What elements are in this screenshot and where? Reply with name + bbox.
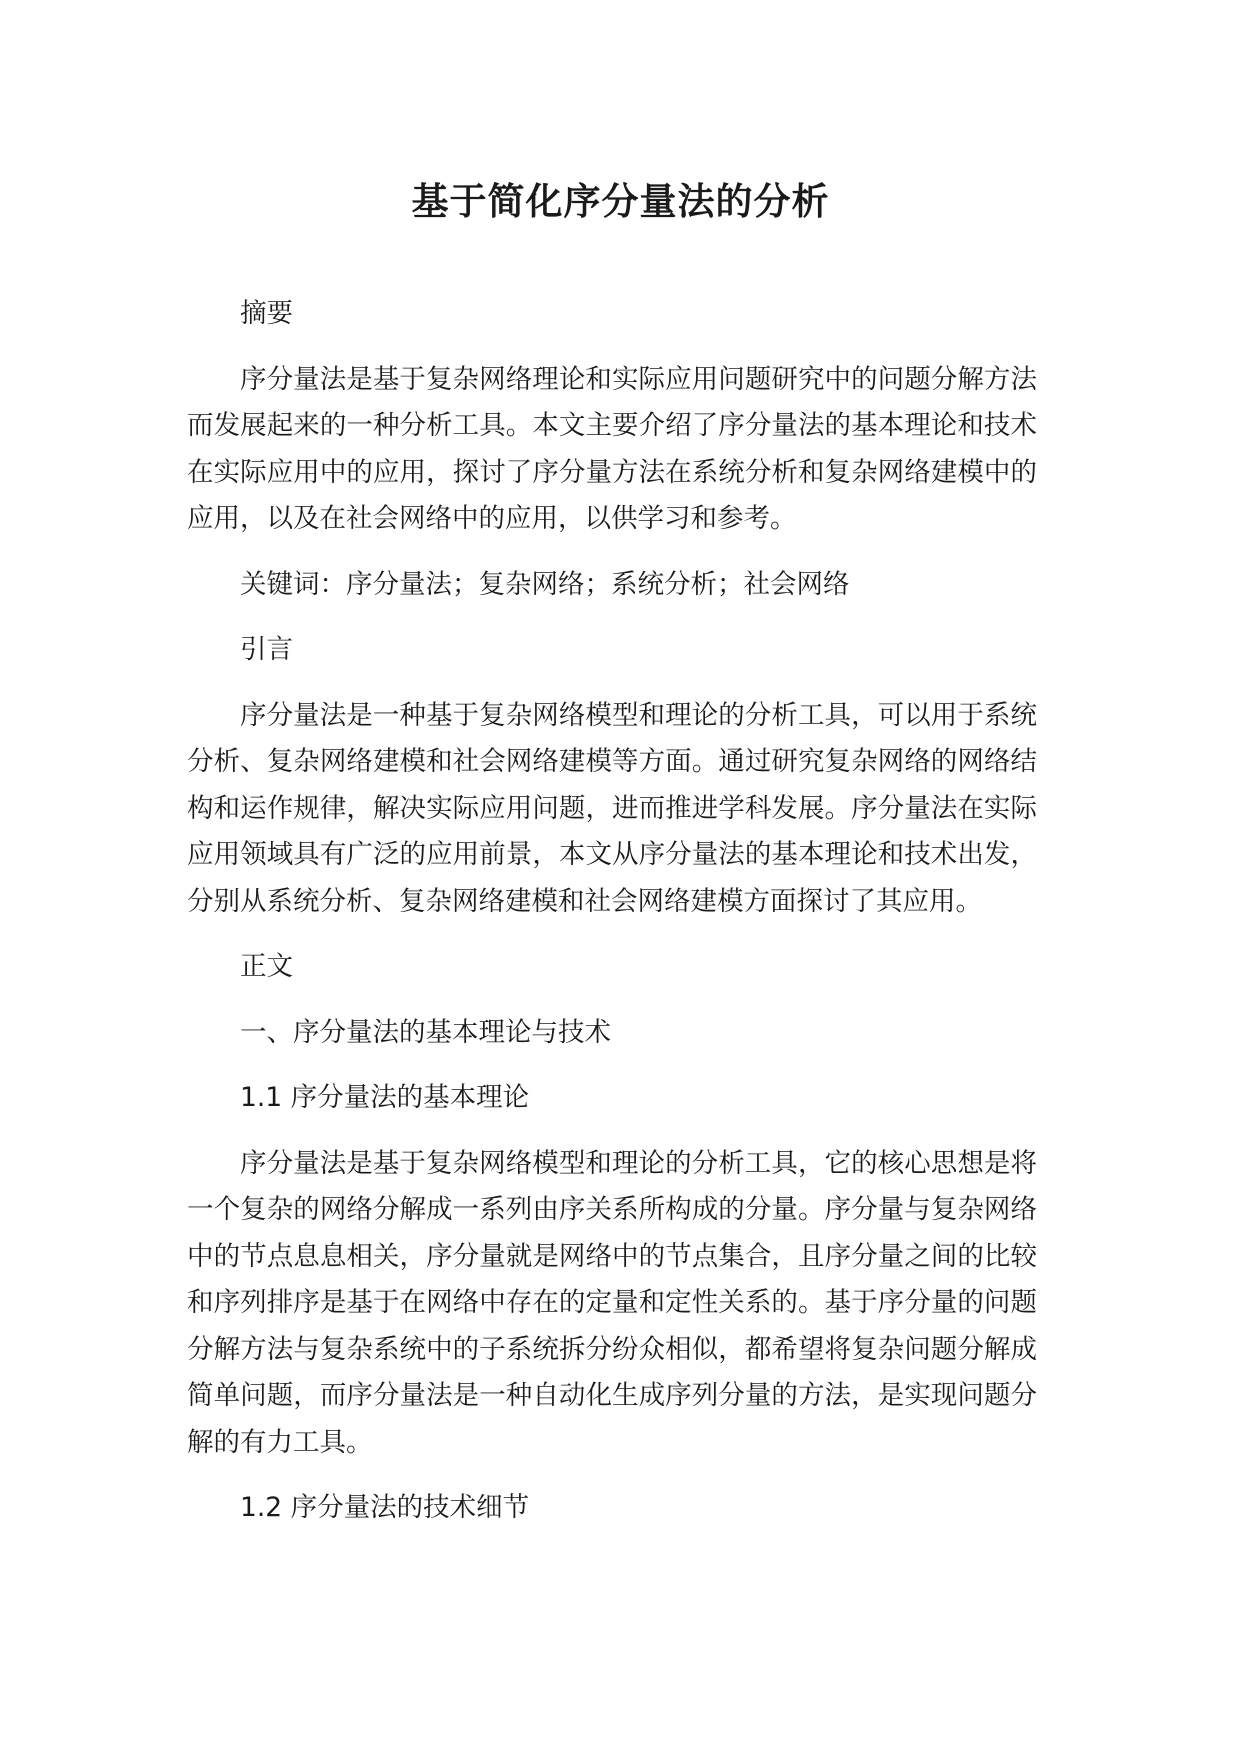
subsection-1-1-paragraph: 序分量法是基于复杂网络模型和理论的分析工具，它的核心思想是将一个复杂的网络分解成一系列由序关系所构成的分量。序分量与复杂网络中的节点息息相关，序分量就是网络中的节点集合，且序分量之间的比较和序列排序是基于在网络中存在的定量和定性关系的。基于序分量的问题分解方法与复杂系统中的子系统拆分纷众相似，都希望将复杂问题分解成简单问题，而序分量法是一种自动化生成序列分量的方法，是实现问题分解的有力工具。 [187, 1147, 1037, 1458]
body-heading: 正文 [240, 951, 293, 982]
intro-paragraph: 序分量法是一种基于复杂网络模型和理论的分析工具，可以用于系统分析、复杂网络建模和社会网络建模等方面。通过研究复杂网络的网络结构和运作规律，解决实际应用问题，进而推进学科发展。序分量法在实际应用领域具有广泛的应用前景，本文从序分量法的基本理论和技术出发，分别从系统分析、复杂网络建模和社会网络建模方面探讨了其应用。 [187, 699, 1037, 917]
intro-heading: 引言 [240, 634, 293, 665]
document-title: 基于简化序分量法的分析 [411, 180, 830, 223]
abstract-paragraph: 序分量法是基于复杂网络理论和实际应用问题研究中的问题分解方法而发展起来的一种分析工具。本文主要介绍了序分量法的基本理论和技术在实际应用中的应用，探讨了序分量方法在系统分析和复杂网络建模中的应用，以及在社会网络中的应用，以供学习和参考。 [187, 363, 1037, 534]
document-body [187, 291, 1037, 1551]
section-1-heading: 一、序分量法的基本理论与技术 [240, 1016, 611, 1048]
keywords-line: 关键词：序分量法；复杂网络；系统分析；社会网络 [240, 568, 850, 600]
subsection-1-2-heading: 1.2 序分量法的技术细节 [240, 1492, 530, 1523]
subsection-1-1-heading: 1.1 序分量法的基本理论 [240, 1082, 530, 1113]
abstract-heading: 摘要 [240, 298, 293, 329]
